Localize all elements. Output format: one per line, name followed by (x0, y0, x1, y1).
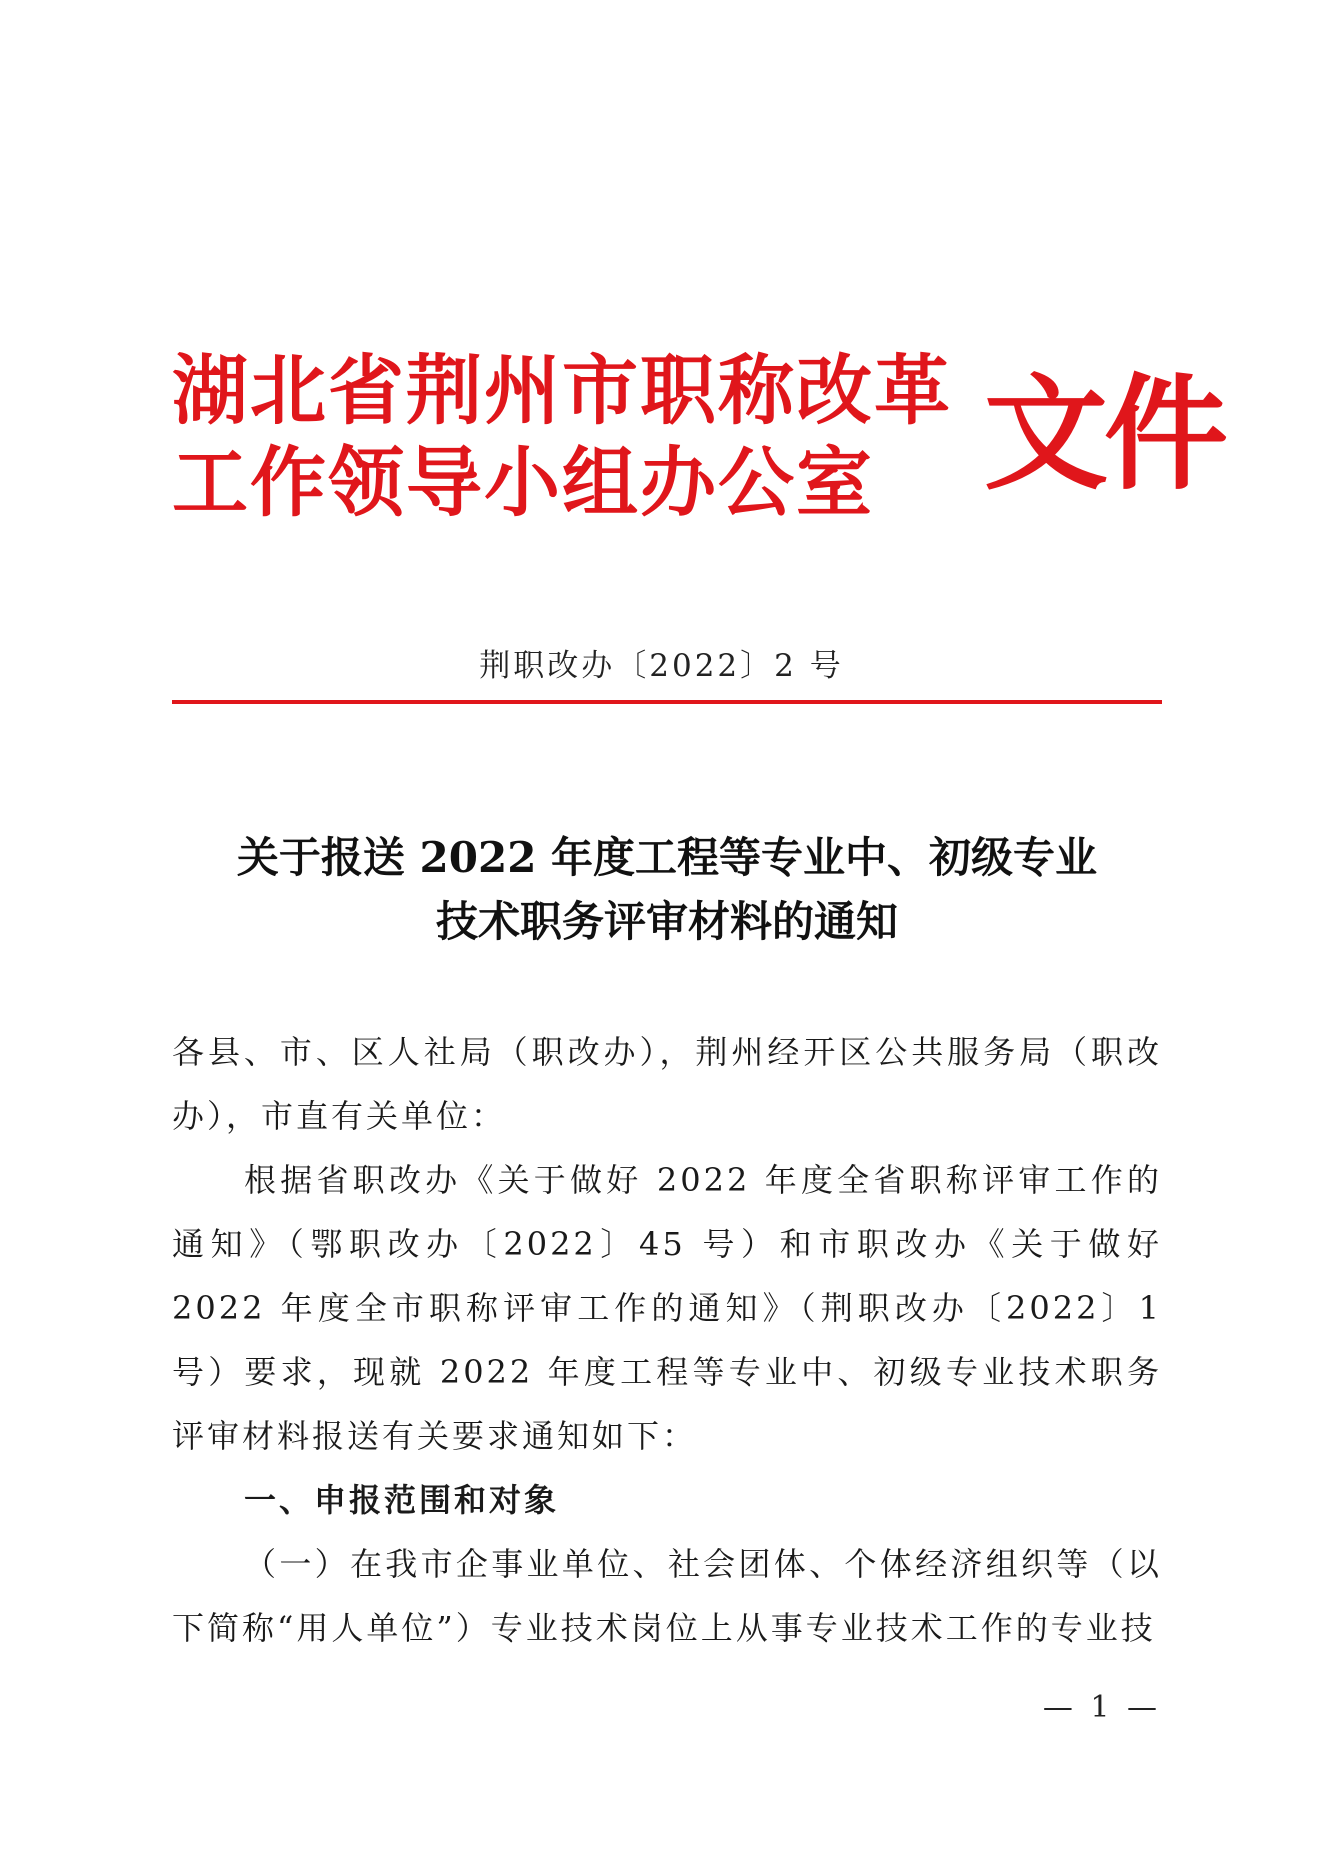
addressee: 各县、市、区人社局（职改办），荆州经开区公共服务局（职改办），市直有关单位： (172, 1033, 1162, 1135)
issuer-name (172, 345, 952, 529)
title-line-1: 关于报送 2022 年度工程等专业中、初级专业 (236, 833, 1098, 882)
issuer-line-1: 湖北省荆州市职称改革 (172, 346, 952, 435)
section-heading: 一、申报范围和对象 (244, 1481, 560, 1519)
body-paragraph: 根据省职改办《关于做好 2022 年度全省职称评审工作的通知》（鄂职改办〔2022〕45 号）和市职改办《关于做好 2022 年度全市职称评审工作的通知》（荆职改办〔2022〕1 号）要求，现就 2022 年度工程等专业中、初级专业技术职务评审材料报送有关要求通知如下： (172, 1161, 1162, 1455)
page-number: — 1 — (1042, 1690, 1161, 1725)
document-type-label: 文件 (984, 362, 1225, 507)
issuer-header (172, 345, 1225, 545)
document-title (172, 826, 1162, 954)
body-paragraph: （一）在我市企事业单位、社会团体、个体经济组织等（以下简称“用人单位”）专业技术岗位上从事专业技术工作的专业技 (172, 1545, 1162, 1647)
document-number: 荆职改办〔2022〕2 号 (479, 648, 844, 684)
red-divider (172, 700, 1162, 704)
issuer-line-2: 工作领导小组办公室 (172, 438, 874, 527)
document-body (172, 1020, 1162, 1660)
title-line-2: 技术职务评审材料的通知 (435, 897, 898, 946)
